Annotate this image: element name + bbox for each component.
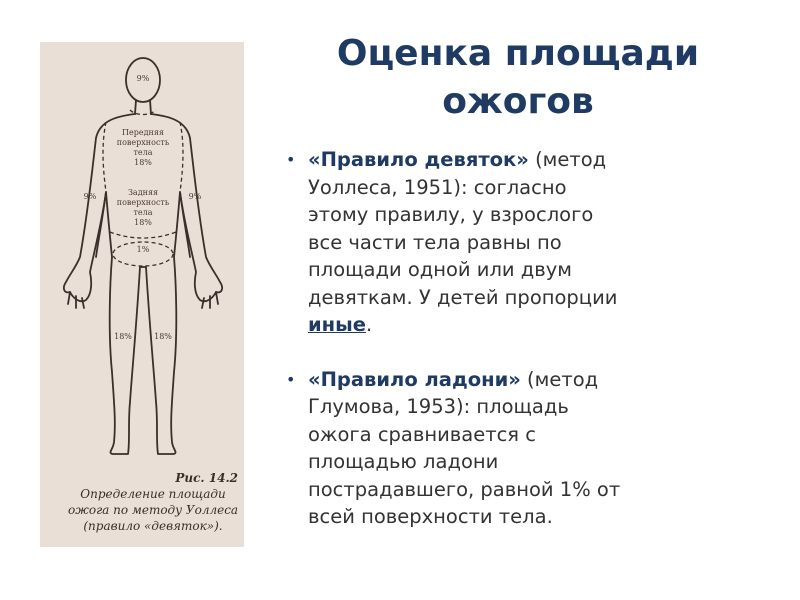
back-surface-line1: Задняя <box>127 188 159 197</box>
bullet-line: площадью ладони <box>308 450 499 473</box>
groin-percent-label: 1% <box>136 245 150 254</box>
bullet-dot-icon: • <box>286 369 296 389</box>
back-surface-line3: тела <box>133 208 153 217</box>
back-surface-percent: 18% <box>134 218 152 227</box>
figure-number: Рис. 14.2 <box>175 471 238 485</box>
figure-caption <box>68 470 238 534</box>
title-line-1: Оценка площади <box>336 33 700 74</box>
bullet-line: всей поверхности тела. <box>308 505 553 528</box>
bullet-line <box>308 366 766 394</box>
front-surface-line1: Передняя <box>122 128 164 137</box>
front-surface-line2: поверхность <box>116 138 170 147</box>
bullet-line: Уоллеса, 1951): согласно <box>308 175 567 199</box>
bullet-line: девяткам. У детей пропорции <box>308 285 618 309</box>
bullet-line: этому правилу, у взрослого <box>308 203 594 226</box>
caption-line-3: (правило «девяток»). <box>83 519 223 533</box>
right-leg-percent-label: 18% <box>154 332 172 341</box>
bullet-text: (метод <box>520 367 599 391</box>
bullet-rule-of-nines <box>286 146 766 339</box>
front-surface-label <box>113 128 173 168</box>
bullet-line: пострадавшего, равной 1% от <box>308 477 621 501</box>
bullet-rule-of-palm <box>286 366 766 531</box>
left-leg-percent-label: 18% <box>114 332 132 341</box>
bullet-list <box>286 146 766 531</box>
back-surface-line2: поверхность <box>116 198 170 207</box>
body-diagram-figure <box>40 42 244 547</box>
bullet-term: «Правило девяток» <box>308 148 529 171</box>
slide-title <box>268 30 768 126</box>
bullet-line <box>308 311 766 339</box>
bullet-line: площади одной или двум <box>308 258 573 281</box>
left-arm-percent-label: 9% <box>83 192 97 201</box>
bullet-text: . <box>366 313 373 336</box>
bullet-line <box>308 146 766 174</box>
back-surface-label <box>113 188 173 228</box>
head-percent-label: 9% <box>136 74 150 83</box>
bullet-line: Глумова, 1953): площадь <box>308 395 569 418</box>
bullet-line: ожога сравнивается с <box>308 422 536 446</box>
title-line-2: ожогов <box>442 81 594 122</box>
caption-line-1: Определение площади <box>80 487 226 501</box>
right-arm-percent-label: 9% <box>188 192 202 201</box>
caption-line-2: ожога по методу Уоллеса <box>68 503 239 517</box>
bullet-text: (метод <box>528 148 607 171</box>
bullet-term: «Правило ладони» <box>308 367 521 391</box>
front-surface-percent: 18% <box>134 158 152 167</box>
bullet-dot-icon: • <box>286 150 296 169</box>
emphasized-word: иные <box>308 313 366 336</box>
bullet-line: все части тела равны по <box>308 230 562 254</box>
front-surface-line3: тела <box>133 148 153 157</box>
